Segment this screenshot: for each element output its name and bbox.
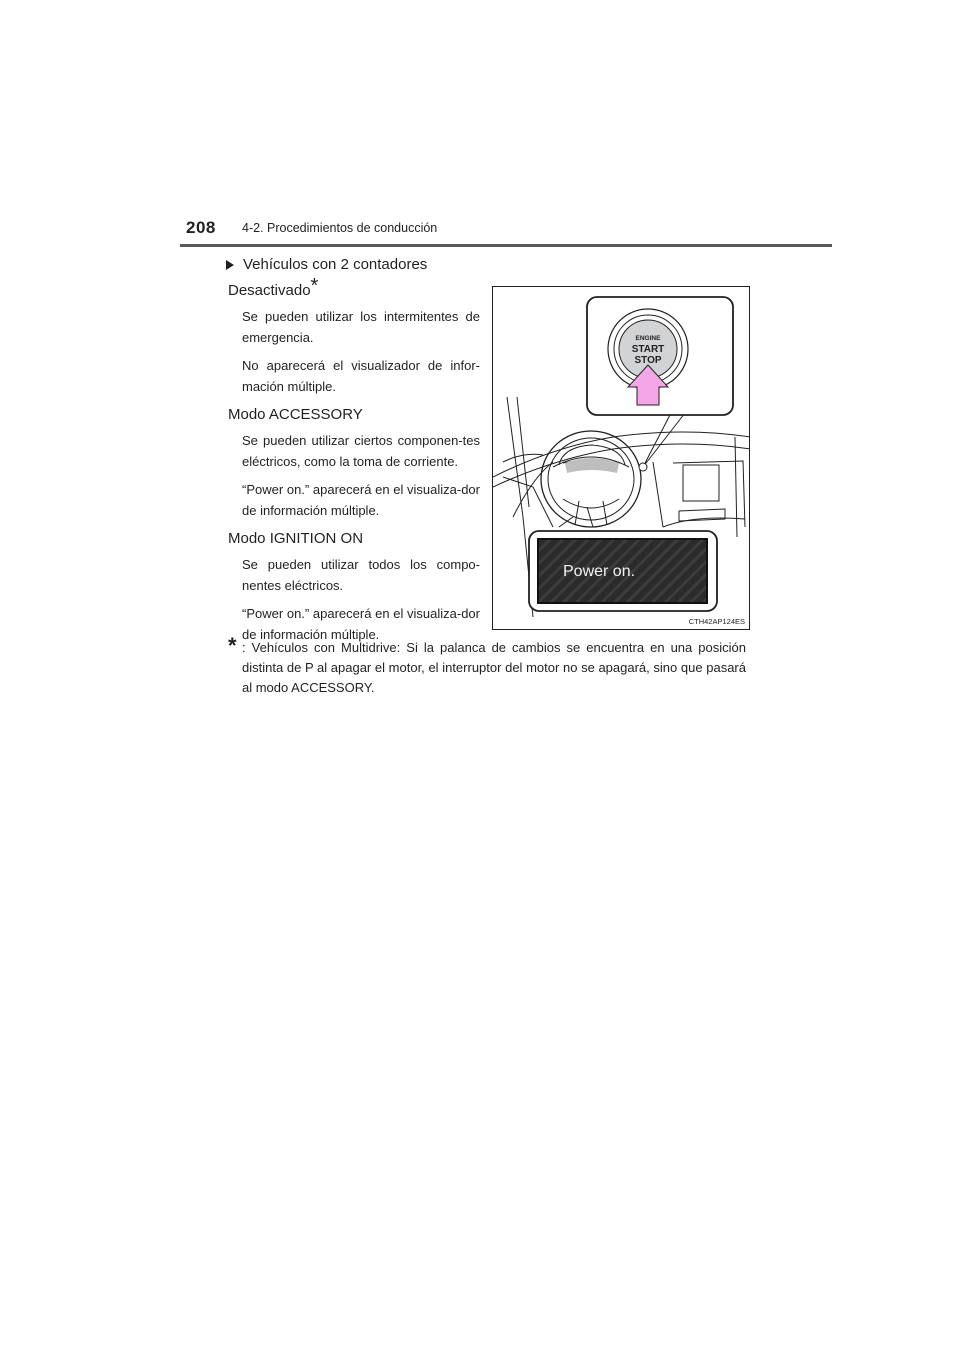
mode-paragraph: Se pueden utilizar los intermitentes de emergencia.	[242, 309, 480, 345]
header-rule	[180, 244, 832, 247]
asterisk-marker: *	[310, 275, 319, 297]
engine-button-line: START	[631, 344, 665, 355]
page-number: 208	[186, 218, 216, 237]
mode-paragraph: “Power on.” aparecerá en el visualiza-dor de información múltiple.	[242, 606, 480, 642]
mode-paragraph: No aparecerá el visualizador de infor-mación múltiple.	[242, 358, 480, 394]
triangle-bullet-icon	[226, 260, 234, 270]
subheading-text: Vehículos con 2 contadores	[243, 256, 428, 273]
mode-ignition-on	[228, 529, 480, 645]
section-title: 4-2. Procedimientos de conducción	[242, 221, 438, 235]
mode-title: Desactivado*	[228, 275, 319, 299]
engine-button-label	[623, 333, 673, 366]
subheading	[226, 256, 427, 273]
footnote-marker: *	[228, 633, 237, 658]
display-message: Power on.	[563, 563, 636, 580]
modes-column	[228, 275, 480, 653]
mode-off	[228, 275, 480, 397]
mode-accessory	[228, 405, 480, 521]
engine-button-line: STOP	[634, 355, 662, 366]
mode-paragraph: Se pueden utilizar ciertos componen-tes eléctricos, como la toma de corriente.	[242, 433, 480, 469]
engine-button-line: ENGINE	[635, 335, 661, 342]
mode-paragraph: Se pueden utilizar todos los compo-nentes eléctricos.	[242, 557, 480, 593]
figure-code: CTH42AP124ES	[688, 617, 745, 626]
mode-paragraph: “Power on.” aparecerá en el visualiza-dor de información múltiple.	[242, 482, 480, 518]
footnote-text: : Vehículos con Multidrive: Si la palanca de cambios se encuentra en una posición distinta de P al apagar el motor, el interruptor del motor no se apagará, sino que pasará al modo ACCESSORY.	[242, 640, 746, 695]
mode-title: Modo IGNITION ON	[228, 530, 364, 547]
dashboard-illustration	[492, 286, 750, 630]
footnote	[228, 633, 746, 698]
mode-title: Modo ACCESSORY	[228, 406, 363, 423]
